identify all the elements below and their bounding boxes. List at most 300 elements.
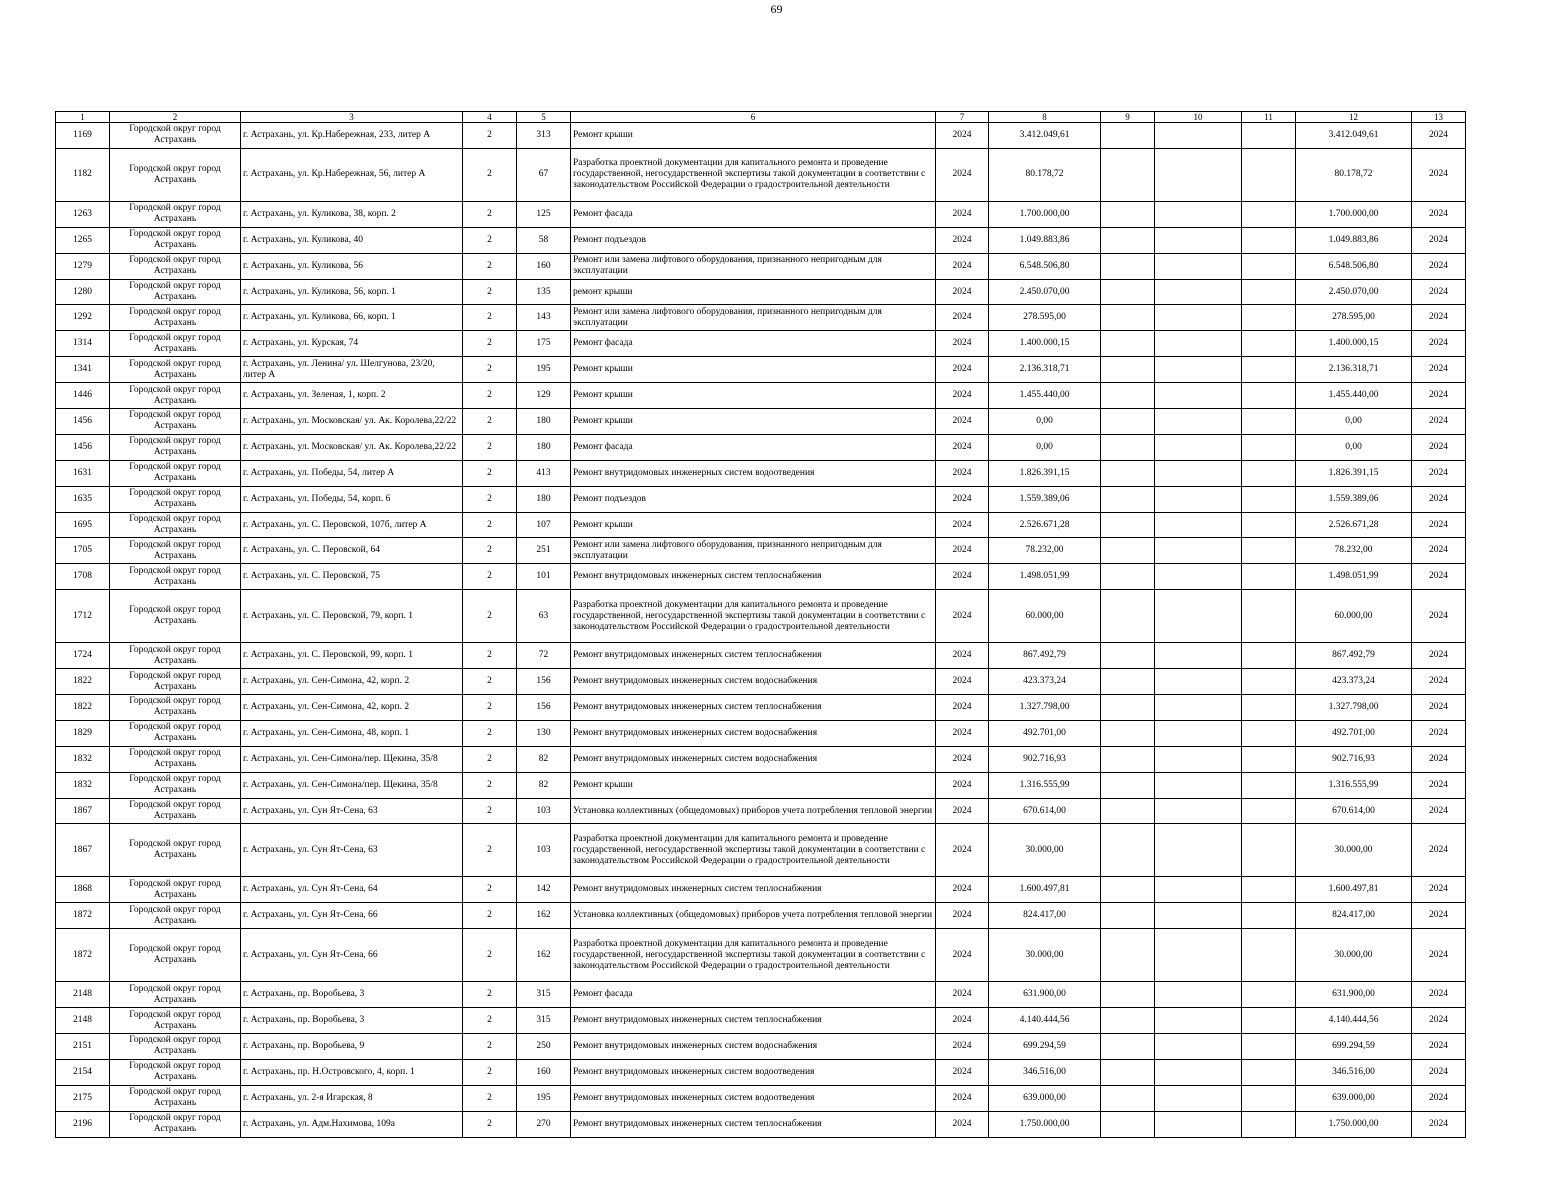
col-12-cost-cell: 902.716,93 <box>1296 746 1412 772</box>
work-type-cell: Ремонт внутридомовых инженерных систем водоснабжения <box>571 720 936 746</box>
table-row <box>56 1059 1466 1085</box>
row-id-cell: 1279 <box>56 253 110 279</box>
col-11-cell <box>1242 798 1296 824</box>
row-id-cell: 1705 <box>56 538 110 564</box>
col-4-cell: 2 <box>463 331 517 357</box>
address-cell: г. Астрахань, ул. 2-я Игарская, 8 <box>241 1085 463 1111</box>
row-id-cell: 1832 <box>56 746 110 772</box>
col-4-cell: 2 <box>463 227 517 253</box>
cost-cell: 30.000,00 <box>989 824 1101 877</box>
col-10-cell <box>1155 201 1242 227</box>
col-10-cell <box>1155 746 1242 772</box>
municipality-cell: Городской округ город Астрахань <box>110 486 241 512</box>
col-13-year-cell: 2024 <box>1412 253 1466 279</box>
col-9-cell <box>1101 695 1155 721</box>
repair-program-table <box>55 111 1466 1138</box>
col-12-cost-cell: 1.316.555,99 <box>1296 772 1412 798</box>
col-11-cell <box>1242 279 1296 305</box>
work-type-cell: Ремонт крыши <box>571 512 936 538</box>
column-header: 2 <box>110 112 241 123</box>
table-row <box>56 253 1466 279</box>
col-12-cost-cell: 1.455.440,00 <box>1296 383 1412 409</box>
year-cell: 2024 <box>936 148 989 201</box>
work-type-cell: Ремонт внутридомовых инженерных систем теплоснабжения <box>571 643 936 669</box>
year-cell: 2024 <box>936 1085 989 1111</box>
municipality-cell: Городской округ город Астрахань <box>110 590 241 643</box>
col-4-cell: 2 <box>463 409 517 435</box>
col-9-cell <box>1101 1008 1155 1034</box>
row-id-cell: 2196 <box>56 1111 110 1137</box>
col-5-cell: 82 <box>517 746 571 772</box>
column-header: 8 <box>989 112 1101 123</box>
col-5-cell: 162 <box>517 929 571 982</box>
col-12-cost-cell: 1.498.051,99 <box>1296 564 1412 590</box>
address-cell: г. Астрахань, ул. Куликова, 66, корп. 1 <box>241 305 463 331</box>
col-13-year-cell: 2024 <box>1412 695 1466 721</box>
col-11-cell <box>1242 123 1296 149</box>
col-10-cell <box>1155 903 1242 929</box>
work-type-cell: Ремонт или замена лифтового оборудования, признанного непригодным для эксплуатации <box>571 253 936 279</box>
cost-cell: 824.417,00 <box>989 903 1101 929</box>
col-9-cell <box>1101 512 1155 538</box>
col-11-cell <box>1242 824 1296 877</box>
address-cell: г. Астрахань, ул. Московская/ ул. Ак. Королева,22/22 <box>241 409 463 435</box>
col-5-cell: 58 <box>517 227 571 253</box>
table-row <box>56 383 1466 409</box>
work-type-cell: Ремонт внутридомовых инженерных систем водоснабжения <box>571 669 936 695</box>
column-header: 7 <box>936 112 989 123</box>
municipality-cell: Городской округ город Астрахань <box>110 720 241 746</box>
col-4-cell: 2 <box>463 1034 517 1060</box>
col-11-cell <box>1242 1111 1296 1137</box>
col-9-cell <box>1101 1034 1155 1060</box>
work-type-cell: Ремонт внутридомовых инженерных систем водоотведения <box>571 1085 936 1111</box>
col-10-cell <box>1155 929 1242 982</box>
address-cell: г. Астрахань, ул. Кр.Набережная, 56, литер А <box>241 148 463 201</box>
row-id-cell: 1872 <box>56 929 110 982</box>
col-11-cell <box>1242 460 1296 486</box>
table-body <box>56 123 1466 1138</box>
table-row <box>56 590 1466 643</box>
col-4-cell: 2 <box>463 383 517 409</box>
col-5-cell: 72 <box>517 643 571 669</box>
column-header: 4 <box>463 112 517 123</box>
address-cell: г. Астрахань, ул. Адм.Нахимова, 109а <box>241 1111 463 1137</box>
work-type-cell: Ремонт внутридомовых инженерных систем теплоснабжения <box>571 695 936 721</box>
municipality-cell: Городской округ город Астрахань <box>110 1059 241 1085</box>
col-10-cell <box>1155 538 1242 564</box>
col-10-cell <box>1155 1059 1242 1085</box>
col-4-cell: 2 <box>463 253 517 279</box>
cost-cell: 492.701,00 <box>989 720 1101 746</box>
cost-cell: 1.750.000,00 <box>989 1111 1101 1137</box>
col-12-cost-cell: 1.700.000,00 <box>1296 201 1412 227</box>
cost-cell: 30.000,00 <box>989 929 1101 982</box>
table-row <box>56 1034 1466 1060</box>
col-4-cell: 2 <box>463 201 517 227</box>
col-10-cell <box>1155 1008 1242 1034</box>
row-id-cell: 2151 <box>56 1034 110 1060</box>
col-9-cell <box>1101 357 1155 383</box>
col-11-cell <box>1242 982 1296 1008</box>
row-id-cell: 2148 <box>56 1008 110 1034</box>
col-11-cell <box>1242 357 1296 383</box>
table-row <box>56 746 1466 772</box>
table-row <box>56 486 1466 512</box>
cost-cell: 699.294,59 <box>989 1034 1101 1060</box>
row-id-cell: 2175 <box>56 1085 110 1111</box>
col-5-cell: 160 <box>517 253 571 279</box>
column-header: 3 <box>241 112 463 123</box>
row-id-cell: 1182 <box>56 148 110 201</box>
col-10-cell <box>1155 357 1242 383</box>
col-13-year-cell: 2024 <box>1412 486 1466 512</box>
work-type-cell: Установка коллективных (общедомовых) приборов учета потребления тепловой энергии <box>571 903 936 929</box>
col-9-cell <box>1101 305 1155 331</box>
cost-cell: 60.000,00 <box>989 590 1101 643</box>
col-10-cell <box>1155 331 1242 357</box>
col-5-cell: 162 <box>517 903 571 929</box>
municipality-cell: Городской округ город Астрахань <box>110 148 241 201</box>
table-row <box>56 331 1466 357</box>
row-id-cell: 1341 <box>56 357 110 383</box>
work-type-cell: Ремонт крыши <box>571 357 936 383</box>
col-5-cell: 156 <box>517 669 571 695</box>
cost-cell: 4.140.444,56 <box>989 1008 1101 1034</box>
cost-cell: 2.526.671,28 <box>989 512 1101 538</box>
work-type-cell: Ремонт или замена лифтового оборудования, признанного непригодным для эксплуатации <box>571 538 936 564</box>
col-13-year-cell: 2024 <box>1412 929 1466 982</box>
col-13-year-cell: 2024 <box>1412 798 1466 824</box>
col-12-cost-cell: 0,00 <box>1296 409 1412 435</box>
address-cell: г. Астрахань, ул. Победы, 54, литер А <box>241 460 463 486</box>
work-type-cell: Разработка проектной документации для капитального ремонта и проведение государственной, негосударственной экспертизы такой документации в соответствии с законодательством Российской Федерации о градостроительной деятельности <box>571 824 936 877</box>
col-13-year-cell: 2024 <box>1412 538 1466 564</box>
col-11-cell <box>1242 201 1296 227</box>
col-10-cell <box>1155 798 1242 824</box>
year-cell: 2024 <box>936 253 989 279</box>
table-row <box>56 643 1466 669</box>
col-11-cell <box>1242 383 1296 409</box>
row-id-cell: 1832 <box>56 772 110 798</box>
col-13-year-cell: 2024 <box>1412 227 1466 253</box>
municipality-cell: Городской округ город Астрахань <box>110 512 241 538</box>
municipality-cell: Городской округ город Астрахань <box>110 746 241 772</box>
municipality-cell: Городской округ город Астрахань <box>110 201 241 227</box>
col-5-cell: 82 <box>517 772 571 798</box>
work-type-cell: Ремонт внутридомовых инженерных систем теплоснабжения <box>571 1008 936 1034</box>
table-row <box>56 798 1466 824</box>
work-type-cell: Ремонт внутридомовых инженерных систем водоснабжения <box>571 746 936 772</box>
col-10-cell <box>1155 643 1242 669</box>
col-9-cell <box>1101 383 1155 409</box>
col-5-cell: 125 <box>517 201 571 227</box>
col-12-cost-cell: 1.826.391,15 <box>1296 460 1412 486</box>
table-row <box>56 1008 1466 1034</box>
row-id-cell: 1867 <box>56 824 110 877</box>
col-10-cell <box>1155 383 1242 409</box>
municipality-cell: Городской округ город Астрахань <box>110 824 241 877</box>
col-4-cell: 2 <box>463 695 517 721</box>
row-id-cell: 1292 <box>56 305 110 331</box>
col-9-cell <box>1101 720 1155 746</box>
col-12-cost-cell: 639.000,00 <box>1296 1085 1412 1111</box>
col-11-cell <box>1242 669 1296 695</box>
col-13-year-cell: 2024 <box>1412 669 1466 695</box>
col-11-cell <box>1242 903 1296 929</box>
col-9-cell <box>1101 227 1155 253</box>
col-4-cell: 2 <box>463 798 517 824</box>
municipality-cell: Городской округ город Астрахань <box>110 903 241 929</box>
cost-cell: 0,00 <box>989 434 1101 460</box>
cost-cell: 346.516,00 <box>989 1059 1101 1085</box>
row-id-cell: 2154 <box>56 1059 110 1085</box>
col-9-cell <box>1101 460 1155 486</box>
table-row <box>56 1085 1466 1111</box>
col-13-year-cell: 2024 <box>1412 1059 1466 1085</box>
col-9-cell <box>1101 877 1155 903</box>
col-12-cost-cell: 1.750.000,00 <box>1296 1111 1412 1137</box>
address-cell: г. Астрахань, ул. С. Перовской, 64 <box>241 538 463 564</box>
col-11-cell <box>1242 746 1296 772</box>
col-9-cell <box>1101 564 1155 590</box>
col-5-cell: 180 <box>517 409 571 435</box>
work-type-cell: Ремонт подъездов <box>571 227 936 253</box>
col-4-cell: 2 <box>463 824 517 877</box>
table-row <box>56 669 1466 695</box>
col-12-cost-cell: 2.450.070,00 <box>1296 279 1412 305</box>
col-13-year-cell: 2024 <box>1412 590 1466 643</box>
year-cell: 2024 <box>936 720 989 746</box>
address-cell: г. Астрахань, ул. С. Перовской, 79, корп. 1 <box>241 590 463 643</box>
work-type-cell: Ремонт внутридомовых инженерных систем водоснабжения <box>571 1034 936 1060</box>
municipality-cell: Городской округ город Астрахань <box>110 331 241 357</box>
row-id-cell: 1265 <box>56 227 110 253</box>
row-id-cell: 1446 <box>56 383 110 409</box>
col-4-cell: 2 <box>463 512 517 538</box>
cost-cell: 1.400.000,15 <box>989 331 1101 357</box>
year-cell: 2024 <box>936 982 989 1008</box>
row-id-cell: 1635 <box>56 486 110 512</box>
cost-cell: 3.412.049,61 <box>989 123 1101 149</box>
municipality-cell: Городской округ город Астрахань <box>110 279 241 305</box>
work-type-cell: Разработка проектной документации для капитального ремонта и проведение государственной, негосударственной экспертизы такой документации в соответствии с законодательством Российской Федерации о градостроительной деятельности <box>571 148 936 201</box>
col-13-year-cell: 2024 <box>1412 824 1466 877</box>
year-cell: 2024 <box>936 383 989 409</box>
cost-cell: 639.000,00 <box>989 1085 1101 1111</box>
table-row <box>56 434 1466 460</box>
row-id-cell: 1872 <box>56 903 110 929</box>
col-10-cell <box>1155 512 1242 538</box>
col-10-cell <box>1155 590 1242 643</box>
municipality-cell: Городской округ город Астрахань <box>110 538 241 564</box>
row-id-cell: 1456 <box>56 434 110 460</box>
col-12-cost-cell: 30.000,00 <box>1296 929 1412 982</box>
col-12-cost-cell: 4.140.444,56 <box>1296 1008 1412 1034</box>
year-cell: 2024 <box>936 201 989 227</box>
address-cell: г. Астрахань, ул. Сен-Симона, 42, корп. 2 <box>241 695 463 721</box>
col-5-cell: 63 <box>517 590 571 643</box>
address-cell: г. Астрахань, ул. Сун Ят-Сена, 63 <box>241 824 463 877</box>
col-4-cell: 2 <box>463 279 517 305</box>
work-type-cell: Ремонт фасада <box>571 434 936 460</box>
col-5-cell: 101 <box>517 564 571 590</box>
col-12-cost-cell: 631.900,00 <box>1296 982 1412 1008</box>
year-cell: 2024 <box>936 279 989 305</box>
address-cell: г. Астрахань, ул. Сун Ят-Сена, 63 <box>241 798 463 824</box>
col-5-cell: 156 <box>517 695 571 721</box>
col-13-year-cell: 2024 <box>1412 434 1466 460</box>
municipality-cell: Городской округ город Астрахань <box>110 434 241 460</box>
col-11-cell <box>1242 305 1296 331</box>
col-5-cell: 103 <box>517 824 571 877</box>
col-12-cost-cell: 423.373,24 <box>1296 669 1412 695</box>
col-13-year-cell: 2024 <box>1412 564 1466 590</box>
table-row <box>56 564 1466 590</box>
column-header: 6 <box>571 112 936 123</box>
cost-cell: 1.049.883,86 <box>989 227 1101 253</box>
col-9-cell <box>1101 486 1155 512</box>
column-header: 13 <box>1412 112 1466 123</box>
year-cell: 2024 <box>936 1111 989 1137</box>
address-cell: г. Астрахань, ул. Сун Ят-Сена, 66 <box>241 903 463 929</box>
municipality-cell: Городской округ город Астрахань <box>110 1034 241 1060</box>
col-11-cell <box>1242 227 1296 253</box>
col-10-cell <box>1155 982 1242 1008</box>
col-10-cell <box>1155 772 1242 798</box>
col-4-cell: 2 <box>463 772 517 798</box>
col-10-cell <box>1155 1085 1242 1111</box>
table-row <box>56 695 1466 721</box>
col-12-cost-cell: 670.614,00 <box>1296 798 1412 824</box>
year-cell: 2024 <box>936 1059 989 1085</box>
work-type-cell: Ремонт крыши <box>571 123 936 149</box>
col-5-cell: 129 <box>517 383 571 409</box>
table-row <box>56 720 1466 746</box>
column-header: 9 <box>1101 112 1155 123</box>
col-11-cell <box>1242 643 1296 669</box>
address-cell: г. Астрахань, ул. Московская/ ул. Ак. Королева,22/22 <box>241 434 463 460</box>
table-row <box>56 460 1466 486</box>
row-id-cell: 1280 <box>56 279 110 305</box>
col-4-cell: 2 <box>463 669 517 695</box>
col-11-cell <box>1242 929 1296 982</box>
col-13-year-cell: 2024 <box>1412 279 1466 305</box>
cost-cell: 2.450.070,00 <box>989 279 1101 305</box>
col-5-cell: 130 <box>517 720 571 746</box>
col-10-cell <box>1155 1034 1242 1060</box>
col-4-cell: 2 <box>463 1059 517 1085</box>
table-row <box>56 409 1466 435</box>
col-4-cell: 2 <box>463 877 517 903</box>
address-cell: г. Астрахань, пр. Воробьева, 3 <box>241 982 463 1008</box>
col-4-cell: 2 <box>463 148 517 201</box>
address-cell: г. Астрахань, ул. Зеленая, 1, корп. 2 <box>241 383 463 409</box>
col-12-cost-cell: 278.595,00 <box>1296 305 1412 331</box>
municipality-cell: Городской округ город Астрахань <box>110 643 241 669</box>
col-12-cost-cell: 1.049.883,86 <box>1296 227 1412 253</box>
municipality-cell: Городской округ город Астрахань <box>110 357 241 383</box>
col-5-cell: 180 <box>517 434 571 460</box>
col-5-cell: 315 <box>517 1008 571 1034</box>
cost-cell: 670.614,00 <box>989 798 1101 824</box>
row-id-cell: 1868 <box>56 877 110 903</box>
cost-cell: 423.373,24 <box>989 669 1101 695</box>
col-12-cost-cell: 824.417,00 <box>1296 903 1412 929</box>
address-cell: г. Астрахань, ул. Куликова, 38, корп. 2 <box>241 201 463 227</box>
cost-cell: 902.716,93 <box>989 746 1101 772</box>
col-13-year-cell: 2024 <box>1412 746 1466 772</box>
col-10-cell <box>1155 148 1242 201</box>
year-cell: 2024 <box>936 564 989 590</box>
col-10-cell <box>1155 1111 1242 1137</box>
col-11-cell <box>1242 148 1296 201</box>
col-4-cell: 2 <box>463 903 517 929</box>
col-5-cell: 180 <box>517 486 571 512</box>
table-row <box>56 201 1466 227</box>
work-type-cell: Ремонт фасада <box>571 982 936 1008</box>
municipality-cell: Городской округ город Астрахань <box>110 772 241 798</box>
work-type-cell: Ремонт подъездов <box>571 486 936 512</box>
address-cell: г. Астрахань, ул. Сун Ят-Сена, 64 <box>241 877 463 903</box>
col-12-cost-cell: 3.412.049,61 <box>1296 123 1412 149</box>
col-5-cell: 313 <box>517 123 571 149</box>
cost-cell: 1.700.000,00 <box>989 201 1101 227</box>
col-12-cost-cell: 346.516,00 <box>1296 1059 1412 1085</box>
work-type-cell: Ремонт фасада <box>571 331 936 357</box>
cost-cell: 1.826.391,15 <box>989 460 1101 486</box>
row-id-cell: 1695 <box>56 512 110 538</box>
col-13-year-cell: 2024 <box>1412 982 1466 1008</box>
cost-cell: 1.316.555,99 <box>989 772 1101 798</box>
col-13-year-cell: 2024 <box>1412 305 1466 331</box>
cost-cell: 80.178,72 <box>989 148 1101 201</box>
col-4-cell: 2 <box>463 564 517 590</box>
row-id-cell: 1724 <box>56 643 110 669</box>
col-4-cell: 2 <box>463 1008 517 1034</box>
col-13-year-cell: 2024 <box>1412 877 1466 903</box>
address-cell: г. Астрахань, ул. Кр.Набережная, 233, литер А <box>241 123 463 149</box>
col-5-cell: 315 <box>517 982 571 1008</box>
col-13-year-cell: 2024 <box>1412 720 1466 746</box>
row-id-cell: 1708 <box>56 564 110 590</box>
col-13-year-cell: 2024 <box>1412 409 1466 435</box>
col-11-cell <box>1242 486 1296 512</box>
col-13-year-cell: 2024 <box>1412 123 1466 149</box>
col-9-cell <box>1101 1085 1155 1111</box>
col-12-cost-cell: 1.600.497,81 <box>1296 877 1412 903</box>
column-header: 12 <box>1296 112 1412 123</box>
address-cell: г. Астрахань, ул. Куликова, 56 <box>241 253 463 279</box>
address-cell: г. Астрахань, ул. Сен-Симона, 48, корп. 1 <box>241 720 463 746</box>
work-type-cell: Ремонт или замена лифтового оборудования, признанного непригодным для эксплуатации <box>571 305 936 331</box>
col-11-cell <box>1242 877 1296 903</box>
col-9-cell <box>1101 982 1155 1008</box>
col-9-cell <box>1101 148 1155 201</box>
year-cell: 2024 <box>936 903 989 929</box>
page-number: 69 <box>770 2 783 16</box>
col-10-cell <box>1155 486 1242 512</box>
col-4-cell: 2 <box>463 929 517 982</box>
address-cell: г. Астрахань, ул. Куликова, 56, корп. 1 <box>241 279 463 305</box>
col-9-cell <box>1101 123 1155 149</box>
table-row <box>56 772 1466 798</box>
col-12-cost-cell: 1.400.000,15 <box>1296 331 1412 357</box>
col-10-cell <box>1155 253 1242 279</box>
municipality-cell: Городской округ город Астрахань <box>110 669 241 695</box>
col-11-cell <box>1242 512 1296 538</box>
col-5-cell: 195 <box>517 1085 571 1111</box>
